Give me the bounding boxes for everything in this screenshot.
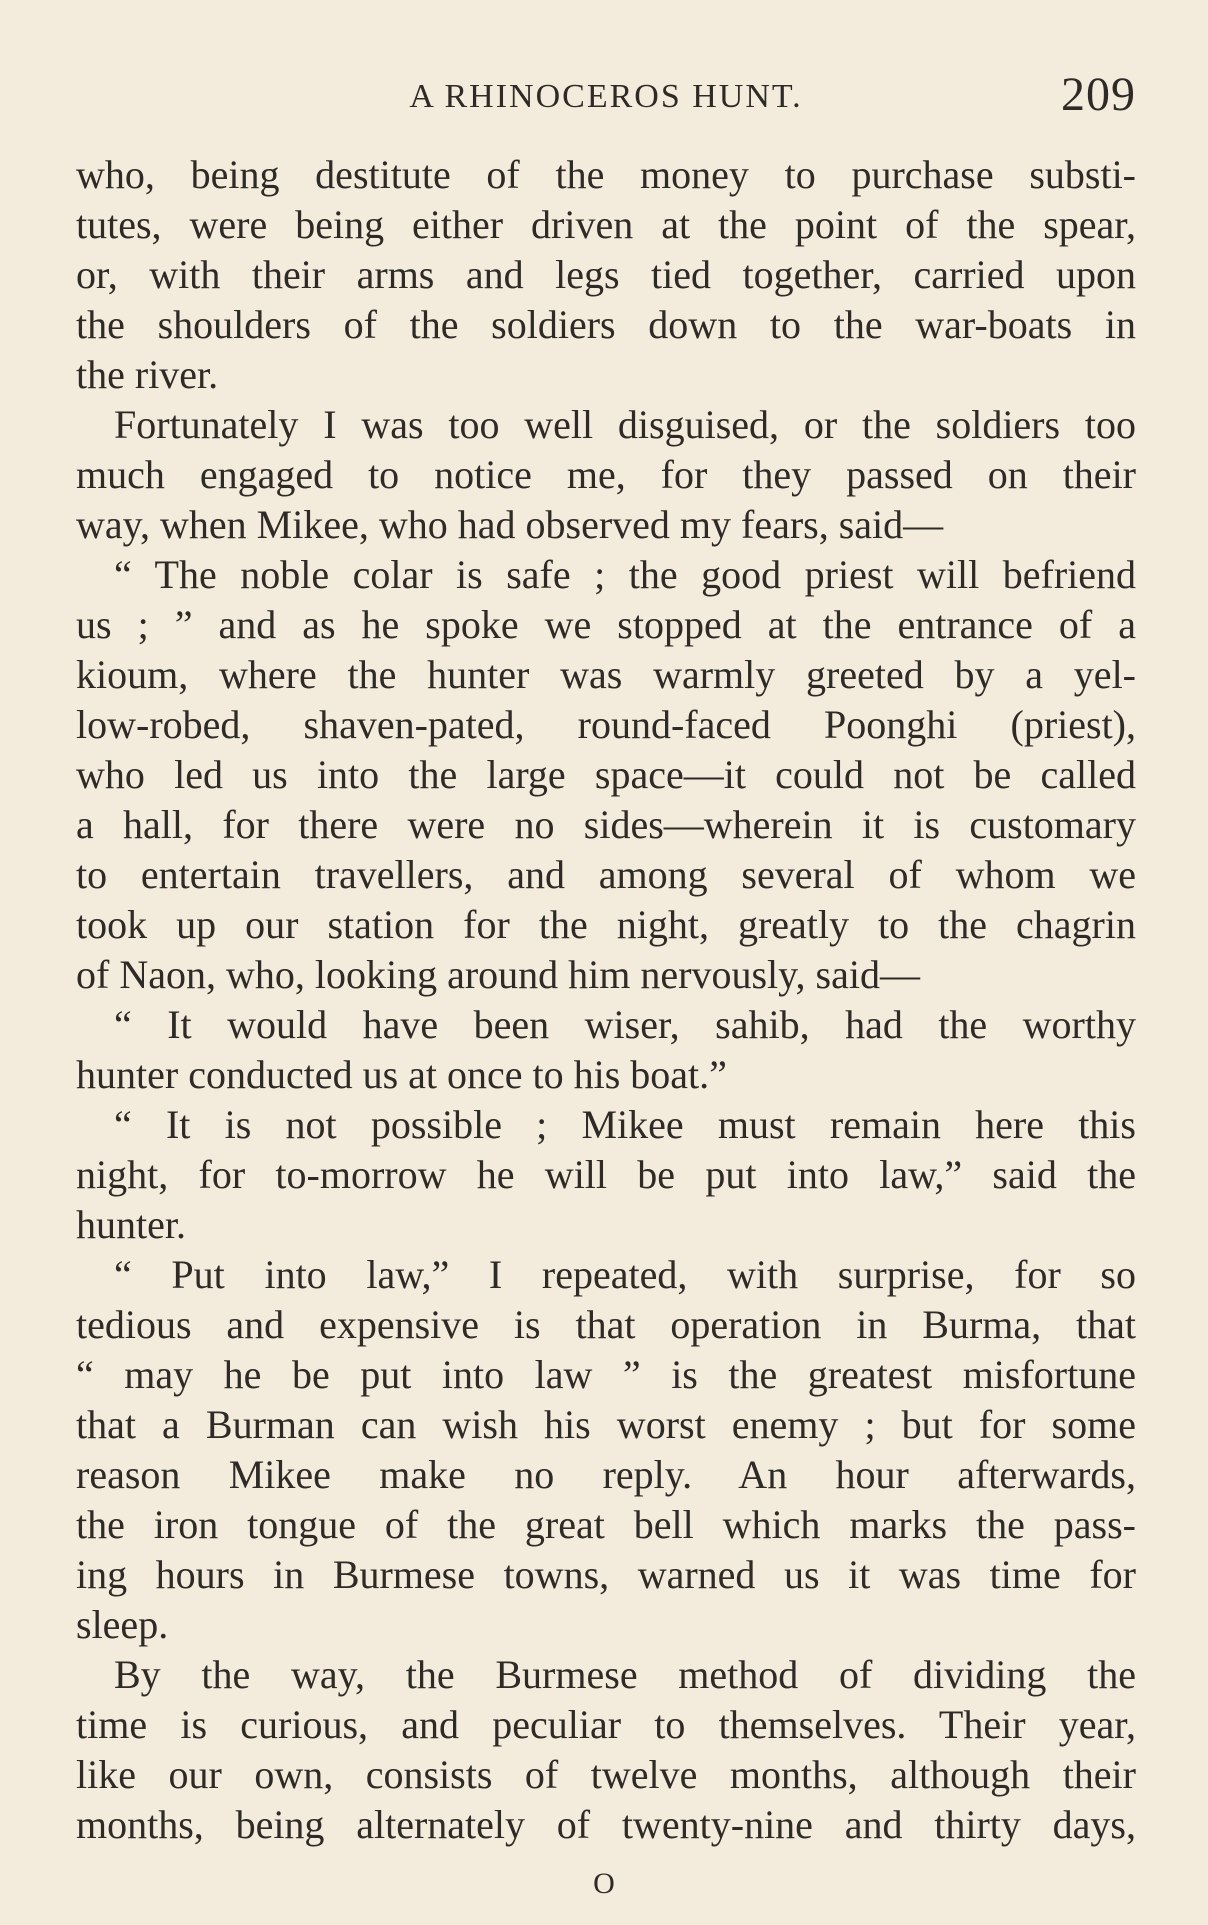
text-line: the river.: [76, 352, 219, 397]
text-line: who led us into the large space—it could not be called: [76, 752, 1136, 797]
text-line: that a Burman can wish his worst enemy ; but for some: [76, 1402, 1136, 1447]
text-line: time is curious, and peculiar to themselves. Their year,: [76, 1702, 1136, 1747]
text-line: ing hours in Burmese towns, warned us it was time for: [76, 1552, 1136, 1597]
text-line: tutes, were being either driven at the point of the spear,: [76, 202, 1136, 247]
text-line: low-robed, shaven-pated, round-faced Poonghi (priest),: [76, 702, 1136, 747]
page-number: 209: [1061, 68, 1136, 121]
text-line: the iron tongue of the great bell which marks the pass-: [76, 1502, 1136, 1547]
text-line: the shoulders of the soldiers down to the war-boats in: [76, 302, 1136, 347]
running-head-title: A RHINOCEROS HUNT.: [409, 78, 803, 115]
text-line: kioum, where the hunter was warmly greeted by a yel-: [76, 652, 1136, 697]
signature-mark: O: [593, 1867, 615, 1900]
text-line: “ Put into law,” I repeated, with surprise, for so: [114, 1252, 1136, 1297]
text-line: “ It would have been wiser, sahib, had the worthy: [114, 1002, 1136, 1047]
text-line: a hall, for there were no sides—wherein it is customary: [76, 802, 1136, 847]
text-line: Fortunately I was too well disguised, or the soldiers too: [114, 402, 1136, 447]
text-line: who, being destitute of the money to purchase substi-: [76, 152, 1136, 197]
text-line: hunter.: [76, 1202, 186, 1247]
text-line: reason Mikee make no reply. An hour afterwards,: [76, 1452, 1136, 1497]
body-text: [76, 150, 1136, 1850]
text-line: much engaged to notice me, for they passed on their: [76, 452, 1136, 497]
text-line: tedious and expensive is that operation in Burma, that: [76, 1302, 1136, 1347]
text-line: of Naon, who, looking around him nervously, said—: [76, 952, 920, 997]
text-line: or, with their arms and legs tied together, carried upon: [76, 252, 1136, 297]
running-head: [76, 68, 1136, 122]
text-line: to entertain travellers, and among several of whom we: [76, 852, 1136, 897]
text-line: “ may he be put into law ” is the greatest misfortune: [76, 1352, 1136, 1397]
text-line: hunter conducted us at once to his boat.”: [76, 1052, 727, 1097]
text-line: night, for to-morrow he will be put into law,” said the: [76, 1152, 1136, 1197]
text-line: sleep.: [76, 1602, 169, 1647]
text-line: us ; ” and as he spoke we stopped at the entrance of a: [76, 602, 1136, 647]
text-line: like our own, consists of twelve months, although their: [76, 1752, 1136, 1797]
text-line: “ It is not possible ; Mikee must remain here this: [114, 1102, 1136, 1147]
text-line: way, when Mikee, who had observed my fears, said—: [76, 502, 944, 547]
text-line: took up our station for the night, greatly to the chagrin: [76, 902, 1136, 947]
text-line: By the way, the Burmese method of dividing the: [114, 1652, 1136, 1697]
text-line: “ The noble colar is safe ; the good priest will befriend: [114, 552, 1136, 597]
text-line: months, being alternately of twenty-nine and thirty days,: [76, 1802, 1136, 1847]
